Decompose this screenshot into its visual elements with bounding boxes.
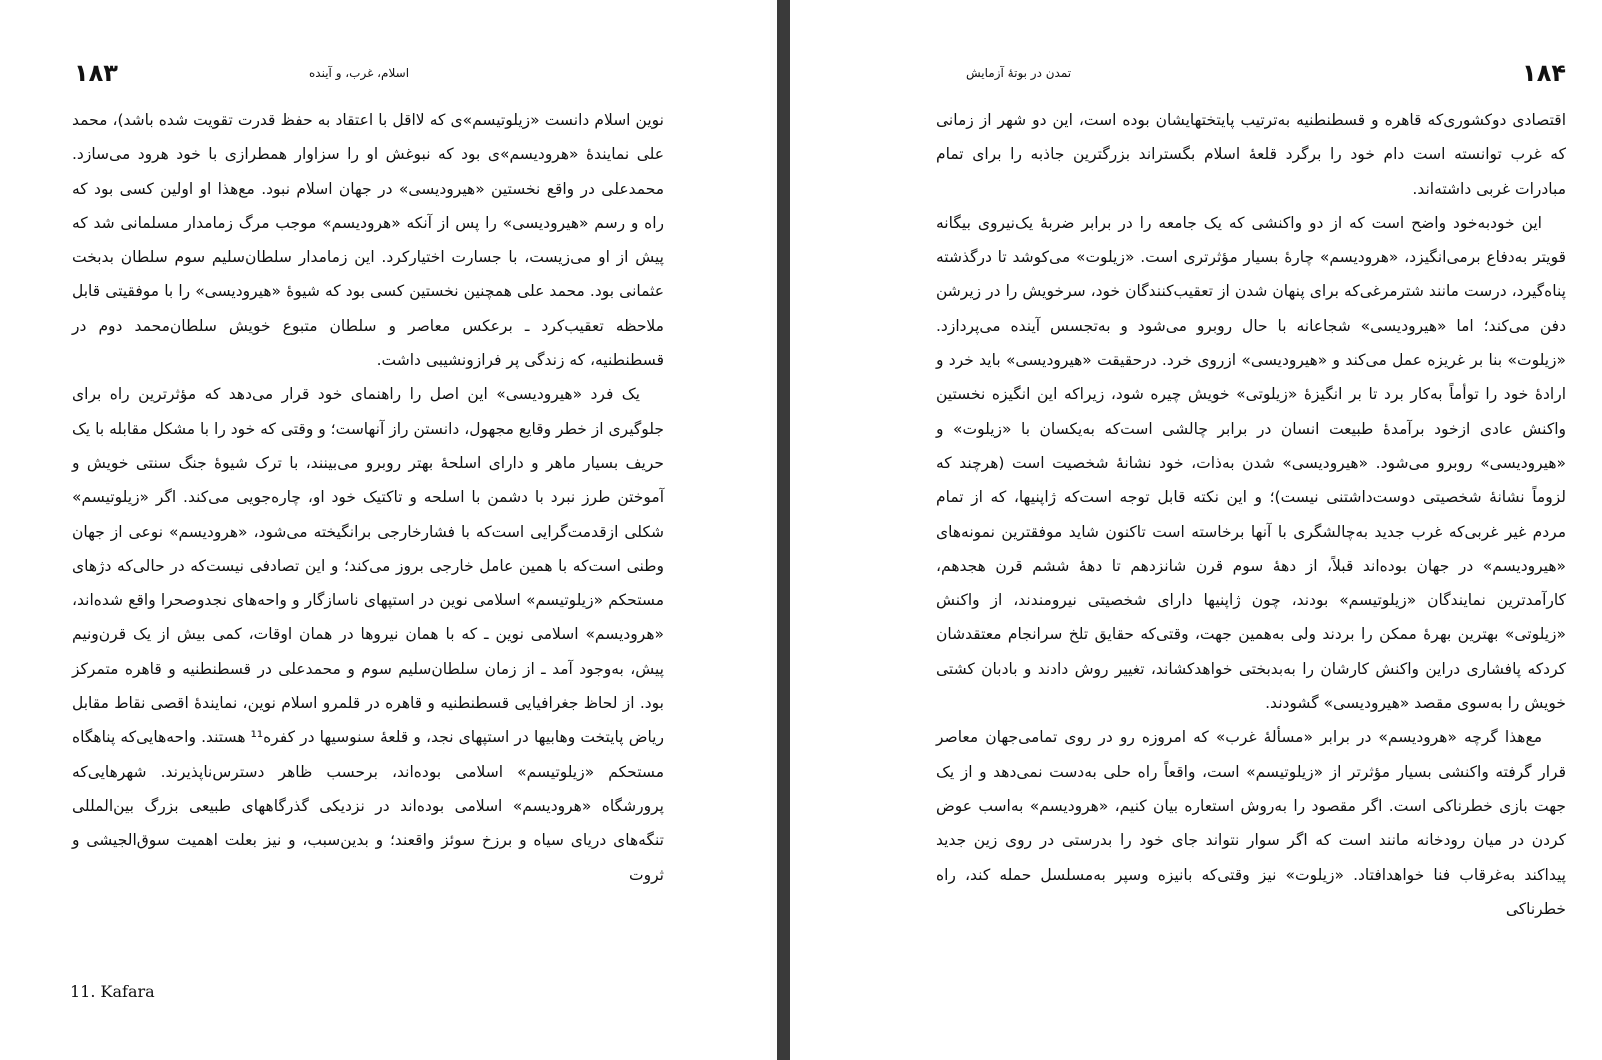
right-page-body [936,103,1566,926]
page-number: ۱۸۳ [74,59,118,87]
paragraph: نوین اسلام دانست «زیلوتیسم»ی که لااقل با اعتقاد به حفظ قدرت تقویت شده باشد)، محمد علی نمایندهٔ «هرودیسم»ی بود که نبوغش او را سزاوار همطرازی با خود هرود می‌سازد. محمدعلی در واقع نخستین «هیرودیسی» در جهان اسلام نبود. مع‌هذا او اولین کسی بود که راه و رسم «هیرودیسی» را پس از آنکه «هرودیسم» موجب مرگ زمامدار مسلمانی شد که پیش از او می‌زیست، با جسارت اختیارکرد. این زمامدار سلطان‌سلیم سوم سلطان بدبخت عثمانی بود. محمد علی همچنین نخستین کسی بود که شیوهٔ «هیرودیسی» را با موفقیتی قابل ملاحظه تعقیب‌کرد ـ برعکس معاصر و سلطان متبوع خویش سلطان‌محمد دوم در قسطنطنیه، که زندگی پر فرازونشیبی داشت. [72,111,664,370]
footnote: 11. Kafara [70,982,155,1001]
paragraph: مع‌هذا گرچه «هرودیسم» در برابر «مسألهٔ غرب» که امروزه رو در روی تمامی‌جهان معاصر قرار گرفته واکنشی بسیار مؤثرتر از «زیلوتیسم» است، واقعاً راه حلی به‌دست نمی‌دهد و از یک جهت بازی خطرناکی است. اگر مقصود را به‌روش استعاره بیان کنیم، «هرودیسم» به‌اسب عوض کردن در میان رودخانه مانند است که اگر سوار نتواند جای خود را بدرستی در روی زین جدید پیداکند به‌غرقاب فنا خواهدافتاد. «زیلوت» نیز وقتی‌که بانیزه وسپر به‌مسلسل حمله کند، راه خطرناکی [936,728,1566,918]
right-page-header [966,58,1566,92]
left-page-body [72,103,664,892]
running-title: اسلام، غرب، و آینده [309,66,410,80]
paragraph: یک فرد «هیرودیسی» این اصل را راهنمای خود قرار می‌دهد که مؤثرترین راه برای جلوگیری از خطر وقایع مجهول، دانستن راز آنهاست؛ و وقتی که خود را با مشکل مقابله با یک حریف بسیار ماهر و دارای اسلحهٔ بهتر روبرو می‌بینند، با ترک شیوهٔ جنگ سنتی خویش و آموختن طرز نبرد با دشمن با اسلحه و تاکتیک خود او، چاره‌جویی می‌کند. اگر «زیلوتیسم» شکلی ازقدمت‌گرایی است‌که با فشارخارجی برانگیخته می‌شود، «هرودیسم» نوعی از جهان وطنی است‌که با همین عامل خارجی بروز می‌کند؛ و این تصادفی نیست‌که در حالی‌که دژهای مستحکم «زیلوتیسم» اسلامی نوین در استپهای ناسازگار و واحه‌های نجدوصحرا واقع شده‌اند، «هرودیسم» اسلامی نوین ـ که با همان نیروها در همان اوقات، کمی بیش از یک قرن‌ونیم پیش، به‌وجود آمد ـ از زمان سلطان‌سلیم سوم و محمدعلی در قسطنطنیه و قاهره متمرکز بود. از لحاظ جغرافیایی قسطنطنیه و قاهره در قلمرو اسلام نوین، نمایندهٔ اقصی نقاط مقابل ریاض پایتخت وهابیها در استپهای نجد، و قلعهٔ سنوسیها در کفره¹¹ هستند. واحه‌هایی‌که پناهگاه مستحکم «زیلوتیسم» اسلامی بوده‌اند، برحسب ظاهر دسترس‌ناپذیرند. شهرهایی‌که پرورشگاه «هرودیسم» اسلامی بوده‌اند در نزدیکی گذرگاههای طبیعی بزرگ بین‌المللی تنگه‌های دریای سیاه و برزخ سوئز واقعند؛ و بدین‌سبب، و نیز بعلت اهمیت سوق‌الجیشی و ثروت [72,385,664,884]
paragraph: اقتصادی دوکشوری‌که قاهره و قسطنطنیه به‌ترتیب پایتختهایشان بوده است، این دو شهر از زمانی که غرب توانسته است دام خود را برگرد قلعهٔ اسلام بگستراند بزرگترین جاذبه را برای تمام مبادرات غربی داشته‌اند. [936,111,1566,198]
right-page [790,0,1602,1060]
page-number: ۱۸۴ [1522,59,1566,87]
left-page-header [74,58,664,92]
paragraph: این خودبه‌خود واضح است که از دو واکنشی که یک جامعه را در برابر ضربهٔ یک‌نیروی بیگانه قویتر به‌دفاع برمی‌انگیزد، «هرودیسم» چارهٔ بسیار مؤثرتری است. «زیلوت» می‌کوشد تا درگذشته پناه‌گیرد، درست مانند شترمرغی‌که برای پنهان شدن از تعقیب‌کنندگان خود، سرخویش را در زیرشن دفن می‌کند؛ اما «هیرودیسی» شجاعانه با حال روبرو می‌شود و به‌تجسس آینده می‌پردازد. «زیلوت» بنا بر غریزه عمل می‌کند و «هیرودیسی» ازروی خرد. درحقیقت «هیرودیسی» باید خرد و ارادهٔ خود را توأماً به‌کار برد تا بر انگیزهٔ «زیلوتی» خویش چیره شود، زیراکه این انگیزه نخستین واکنش عادی ازخود برآمدهٔ طبیعت انسان در برابر چالشی است‌که به‌یکسان با «زیلوت» و «هیرودیسی» روبرو می‌شود. «هیرودیسی» شدن به‌ذات، خود نشانهٔ شخصیت است (هرچند که لزوماً نشانهٔ شخصیتی دوست‌داشتنی نیست)؛ و این نکته قابل توجه است‌که ژاپنیها، که از تمام مردم غیر غربی‌که غرب جدید به‌چالشگری با آنها برخاسته است تاکنون شاید موفقترین نمونه‌های «هیرودیسم» در جهان بوده‌اند قبلاً، از دههٔ سوم قرن شانزدهم تا دههٔ ششم قرن هجدهم، کارآمدترین نمایندگان «زیلوتیسم» بودند، چون ژاپنیها دارای شخصیتی نیرومندند، از واکنش «زیلوتی» بهترین بهرهٔ ممکن را بردند ولی به‌همین جهت، وقتی‌که حقایق تلخ سرانجام معتقدشان کردکه پافشاری دراین واکنش کارشان را به‌بدبختی خواهدکشاند، تغییر روش دادند و بادبان کشتی خویش را به‌سوی مقصد «هیرودیسی» گشودند. [936,213,1566,713]
page-gutter [777,0,790,1060]
running-title: تمدن در بوتهٔ آزمایش [966,66,1072,80]
left-page [0,0,777,1060]
